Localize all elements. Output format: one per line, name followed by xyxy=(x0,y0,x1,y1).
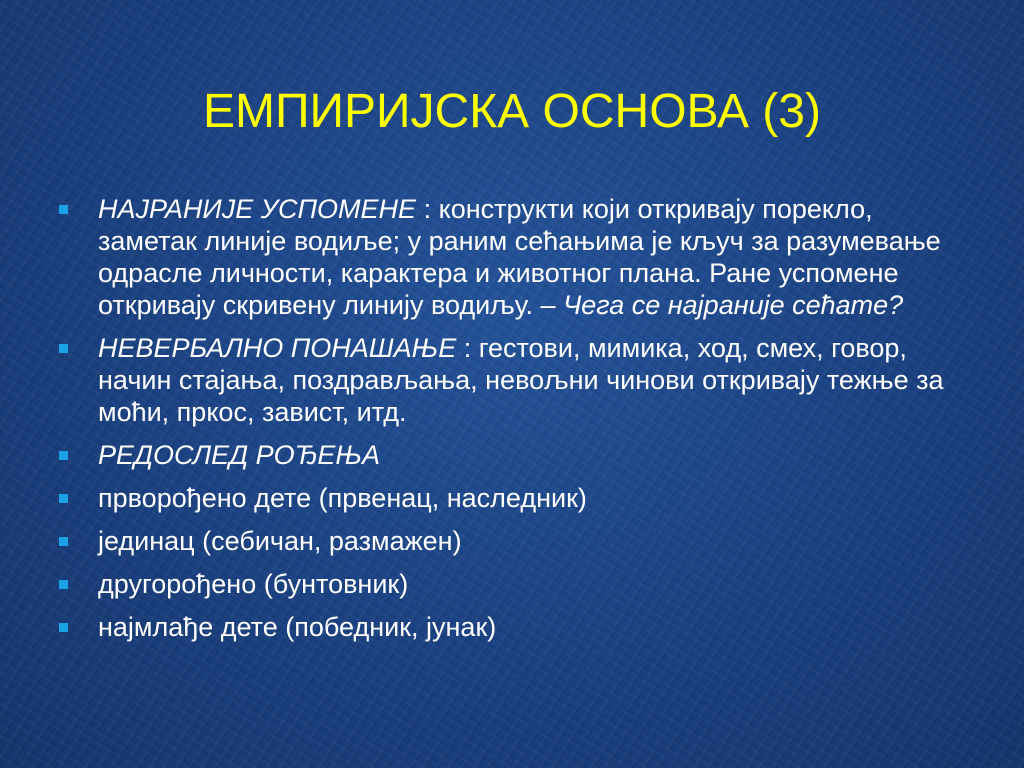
bullet-second-born xyxy=(55,568,965,600)
bullet-text: : гестови, мимика, ход, смех, говор, начин стајања, поздрављања, невољни чинови откривају тежње за моћи, пркос, завист, итд. xyxy=(98,333,944,427)
bullet-nonverbal-behavior xyxy=(55,332,965,428)
bullet-question: Чега се најраније сећате? xyxy=(563,290,904,320)
square-bullet-icon xyxy=(59,205,68,214)
bullet-only-child xyxy=(55,525,965,557)
bullet-text: најмлађе дете (победник, јунак) xyxy=(98,612,497,642)
bullet-text: јединац (себичан, размажен) xyxy=(98,526,462,556)
bullet-list xyxy=(55,193,965,654)
bullet-earliest-memories xyxy=(55,193,965,321)
slide-title: ЕМПИРИЈСКА ОСНОВА (3) xyxy=(203,85,821,138)
bullet-firstborn xyxy=(55,482,965,514)
square-bullet-icon xyxy=(59,494,68,503)
bullet-youngest-child xyxy=(55,611,965,643)
bullet-keyword: РЕДОСЛЕД РОЂЕЊА xyxy=(98,440,380,470)
bullet-text: : конструкти који откривају порекло, заметак линије водиље; у раним сећањима је кључ за разумевање одрасле личности, карактера и животног плана. Ране успомене откривају скривену линију водиљу. – xyxy=(98,194,941,320)
square-bullet-icon xyxy=(59,451,68,460)
square-bullet-icon xyxy=(59,623,68,632)
square-bullet-icon xyxy=(59,344,68,353)
bullet-keyword: НЕВЕРБАЛНО ПОНАШАЊЕ xyxy=(98,333,457,363)
square-bullet-icon xyxy=(59,580,68,589)
bullet-keyword: НАЈРАНИЈЕ УСПОМЕНЕ xyxy=(98,194,417,224)
bullet-text: прворођено дете (првенац, наследник) xyxy=(98,483,587,513)
bullet-text: другорођено (бунтовник) xyxy=(98,569,409,599)
bullet-birth-order xyxy=(55,439,965,471)
square-bullet-icon xyxy=(59,537,68,546)
